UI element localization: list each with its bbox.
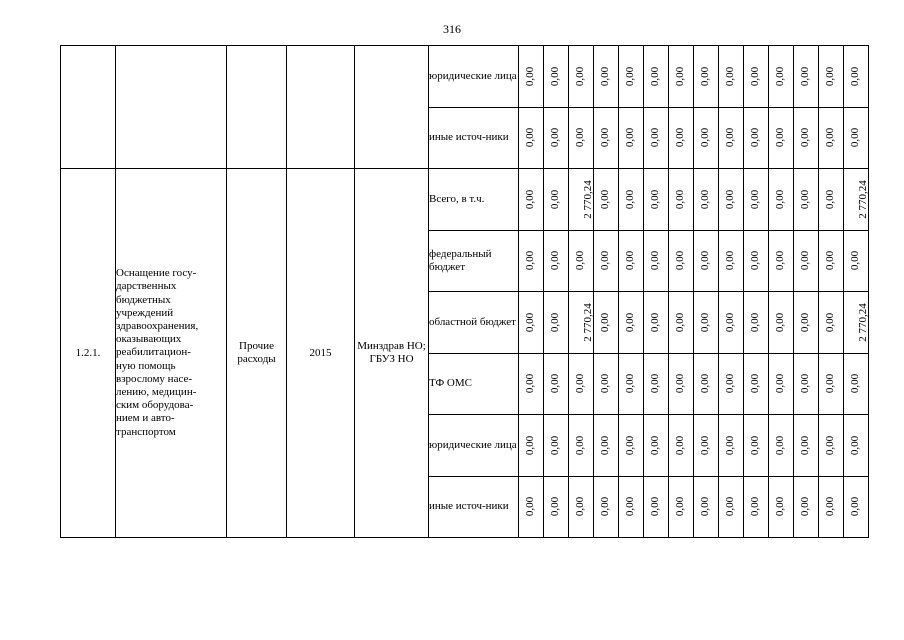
value-text: 0,00 [799, 497, 812, 517]
value-text: 0,00 [674, 435, 687, 455]
value-cell [744, 230, 769, 292]
value-cell [744, 292, 769, 354]
value-cell [594, 107, 619, 169]
value-text: 0,00 [674, 312, 687, 332]
value-text: 0,00 [574, 66, 587, 86]
value-cell [544, 107, 569, 169]
value-cell [794, 415, 819, 477]
value-cell [519, 46, 544, 108]
value-text: 0,00 [724, 374, 737, 394]
item-name-cell [116, 169, 227, 538]
value-cell [844, 46, 869, 108]
value-cell [694, 46, 719, 108]
value-text: 0,00 [624, 189, 637, 209]
value-cell [844, 169, 869, 231]
value-cell [819, 415, 844, 477]
item-name-line: Оснащение госу- [116, 267, 197, 280]
value-cell [644, 230, 669, 292]
value-cell [669, 230, 694, 292]
table-row [61, 46, 869, 108]
value-cell [819, 169, 844, 231]
value-cell [694, 415, 719, 477]
value-text: 0,00 [599, 374, 612, 394]
value-text: 0,00 [824, 66, 837, 86]
value-cell [744, 353, 769, 415]
table-row [61, 169, 869, 231]
value-text: 0,00 [599, 189, 612, 209]
value-text: 0,00 [774, 251, 787, 271]
value-text: 0,00 [799, 66, 812, 86]
value-cell [794, 476, 819, 538]
value-cell [569, 169, 594, 231]
value-cell [594, 476, 619, 538]
value-text: 0,00 [699, 497, 712, 517]
value-text: 2 770,24 [581, 303, 594, 342]
value-cell [694, 476, 719, 538]
value-text: 0,00 [624, 435, 637, 455]
value-text: 0,00 [574, 374, 587, 394]
value-text: 0,00 [699, 66, 712, 86]
value-cell [769, 230, 794, 292]
value-cell [569, 107, 594, 169]
value-cell [769, 415, 794, 477]
value-cell [669, 169, 694, 231]
value-cell [819, 230, 844, 292]
value-cell [769, 46, 794, 108]
value-cell [844, 353, 869, 415]
value-text: 0,00 [674, 251, 687, 271]
value-text: 0,00 [724, 312, 737, 332]
value-cell [769, 107, 794, 169]
value-text: 0,00 [549, 251, 562, 271]
value-text: 0,00 [624, 312, 637, 332]
continued-executor-cell [355, 46, 429, 169]
item-name-line: лению, медицин- [116, 386, 197, 398]
value-cell [619, 230, 644, 292]
value-text: 0,00 [824, 312, 837, 332]
value-text: 0,00 [749, 435, 762, 455]
page-number: 316 [443, 22, 461, 36]
item-name-line: транспортом [116, 425, 176, 438]
value-cell [669, 415, 694, 477]
value-text: 0,00 [649, 189, 662, 209]
value-cell [794, 107, 819, 169]
value-cell [769, 292, 794, 354]
value-text: 0,00 [649, 435, 662, 455]
value-cell [694, 169, 719, 231]
value-text: 0,00 [749, 128, 762, 148]
value-text: 2 770,24 [856, 303, 869, 342]
value-cell [744, 415, 769, 477]
value-text: 0,00 [574, 128, 587, 148]
value-text: 0,00 [674, 189, 687, 209]
value-text: 0,00 [799, 374, 812, 394]
value-cell [619, 107, 644, 169]
value-cell [519, 292, 544, 354]
item-name-line: учреждений [116, 306, 174, 319]
value-text: 0,00 [674, 374, 687, 394]
value-cell [819, 292, 844, 354]
value-text: 0,00 [824, 189, 837, 209]
value-text: 0,00 [599, 497, 612, 517]
value-text: 0,00 [824, 435, 837, 455]
value-text: 0,00 [699, 435, 712, 455]
value-text: 0,00 [849, 374, 862, 394]
item-code-cell: 1.2.1. [61, 169, 116, 538]
value-cell [794, 353, 819, 415]
value-cell [794, 46, 819, 108]
value-text: 0,00 [599, 435, 612, 455]
value-cell [619, 292, 644, 354]
value-text: 0,00 [674, 128, 687, 148]
item-name-line: нием и авто- [116, 412, 175, 425]
value-cell [519, 476, 544, 538]
value-cell [569, 353, 594, 415]
funding-source-cell: иные источ-ники [429, 476, 519, 538]
value-cell [594, 415, 619, 477]
value-cell [544, 292, 569, 354]
value-cell [719, 46, 744, 108]
value-cell [719, 415, 744, 477]
value-cell [819, 476, 844, 538]
continued-code-cell [61, 46, 116, 169]
funding-source-cell: юридические лица [429, 46, 519, 108]
value-cell [594, 46, 619, 108]
value-text: 0,00 [674, 66, 687, 86]
continued-name-cell [116, 46, 227, 169]
funding-source-cell: областной бюджет [429, 292, 519, 354]
year-cell: 2015 [287, 169, 355, 538]
value-cell [619, 415, 644, 477]
value-text: 0,00 [774, 66, 787, 86]
value-text: 0,00 [524, 66, 537, 86]
funding-source-cell: иные источ-ники [429, 107, 519, 169]
value-cell [844, 476, 869, 538]
value-cell [744, 46, 769, 108]
value-cell [719, 476, 744, 538]
value-text: 0,00 [624, 374, 637, 394]
budget-table [60, 45, 869, 538]
value-text: 0,00 [724, 189, 737, 209]
value-text: 0,00 [574, 497, 587, 517]
value-cell [569, 230, 594, 292]
value-text: 0,00 [624, 497, 637, 517]
value-cell [794, 169, 819, 231]
value-cell [644, 415, 669, 477]
value-cell [819, 107, 844, 169]
value-cell [794, 292, 819, 354]
value-text: 0,00 [524, 312, 537, 332]
value-text: 0,00 [749, 497, 762, 517]
value-cell [519, 353, 544, 415]
value-text: 0,00 [524, 435, 537, 455]
value-cell [644, 46, 669, 108]
value-cell [719, 169, 744, 231]
value-text: 0,00 [774, 497, 787, 517]
value-text: 0,00 [724, 128, 737, 148]
value-cell [769, 169, 794, 231]
value-text: 0,00 [749, 189, 762, 209]
continued-expense-type-cell [227, 46, 287, 169]
value-text: 0,00 [524, 374, 537, 394]
value-text: 0,00 [724, 66, 737, 86]
value-text: 0,00 [649, 66, 662, 86]
funding-source-cell: ТФ ОМС [429, 353, 519, 415]
value-text: 0,00 [774, 374, 787, 394]
value-text: 0,00 [774, 189, 787, 209]
value-cell [844, 292, 869, 354]
value-text: 0,00 [799, 435, 812, 455]
value-text: 0,00 [649, 251, 662, 271]
value-cell [619, 476, 644, 538]
value-text: 0,00 [774, 435, 787, 455]
value-cell [694, 353, 719, 415]
item-name-line: бюджетных [116, 293, 171, 306]
value-text: 0,00 [549, 374, 562, 394]
value-text: 0,00 [849, 435, 862, 455]
value-text: 0,00 [699, 251, 712, 271]
value-text: 0,00 [599, 66, 612, 86]
value-text: 0,00 [549, 128, 562, 148]
value-text: 0,00 [724, 497, 737, 517]
value-cell [544, 169, 569, 231]
value-cell [544, 46, 569, 108]
value-cell [544, 230, 569, 292]
value-text: 0,00 [699, 128, 712, 148]
value-cell [719, 292, 744, 354]
value-cell [644, 107, 669, 169]
item-name-line: ским оборудова- [116, 399, 194, 412]
value-text: 0,00 [774, 312, 787, 332]
value-cell [519, 415, 544, 477]
value-text: 0,00 [799, 128, 812, 148]
value-text: 0,00 [549, 435, 562, 455]
funding-source-cell: федеральный бюджет [429, 230, 519, 292]
value-cell [744, 169, 769, 231]
value-text: 0,00 [849, 251, 862, 271]
value-text: 0,00 [649, 128, 662, 148]
value-text: 0,00 [774, 128, 787, 148]
item-name-line: оказывающих [116, 333, 182, 346]
value-cell [794, 230, 819, 292]
continued-year-cell [287, 46, 355, 169]
value-cell [594, 353, 619, 415]
value-cell [669, 292, 694, 354]
item-name-line: ную помощь [116, 359, 176, 372]
value-text: 0,00 [849, 66, 862, 86]
value-text: 0,00 [849, 128, 862, 148]
value-cell [669, 476, 694, 538]
value-cell [744, 476, 769, 538]
value-text: 0,00 [849, 497, 862, 517]
value-text: 0,00 [724, 251, 737, 271]
value-cell [569, 476, 594, 538]
value-cell [544, 476, 569, 538]
value-text: 0,00 [549, 497, 562, 517]
value-text: 0,00 [599, 312, 612, 332]
value-cell [519, 230, 544, 292]
value-cell [644, 476, 669, 538]
value-text: 0,00 [599, 251, 612, 271]
value-cell [644, 353, 669, 415]
value-cell [569, 46, 594, 108]
value-cell [519, 169, 544, 231]
value-text: 0,00 [749, 312, 762, 332]
value-cell [769, 476, 794, 538]
value-cell [844, 107, 869, 169]
value-text: 0,00 [824, 497, 837, 517]
value-text: 0,00 [524, 128, 537, 148]
item-name-line: дарственных [116, 280, 177, 293]
value-text: 0,00 [799, 312, 812, 332]
value-cell [594, 230, 619, 292]
executor-cell: Минздрав НО; ГБУЗ НО [355, 169, 429, 538]
value-cell [769, 353, 794, 415]
value-cell [619, 46, 644, 108]
value-text: 0,00 [549, 66, 562, 86]
value-text: 0,00 [699, 374, 712, 394]
funding-source-cell: юридические лица [429, 415, 519, 477]
value-text: 0,00 [699, 189, 712, 209]
value-cell [544, 353, 569, 415]
value-cell [819, 46, 844, 108]
value-cell [519, 107, 544, 169]
value-cell [719, 107, 744, 169]
value-cell [594, 292, 619, 354]
value-cell [694, 230, 719, 292]
value-cell [644, 292, 669, 354]
value-cell [619, 353, 644, 415]
value-text: 0,00 [624, 251, 637, 271]
value-text: 0,00 [549, 189, 562, 209]
value-cell [544, 415, 569, 477]
value-cell [669, 353, 694, 415]
value-text: 0,00 [649, 497, 662, 517]
value-cell [669, 46, 694, 108]
value-cell [619, 169, 644, 231]
value-text: 0,00 [524, 189, 537, 209]
value-text: 0,00 [524, 251, 537, 271]
value-cell [569, 292, 594, 354]
value-cell [694, 292, 719, 354]
value-text: 2 770,24 [856, 180, 869, 219]
value-cell [819, 353, 844, 415]
value-cell [694, 107, 719, 169]
value-cell [744, 107, 769, 169]
value-text: 0,00 [599, 128, 612, 148]
value-cell [719, 353, 744, 415]
value-text: 0,00 [674, 497, 687, 517]
value-text: 0,00 [524, 497, 537, 517]
value-cell [644, 169, 669, 231]
item-name-line: реабилитацион- [116, 346, 191, 359]
value-text: 0,00 [649, 312, 662, 332]
value-text: 0,00 [799, 189, 812, 209]
value-text: 0,00 [649, 374, 662, 394]
value-text: 0,00 [749, 251, 762, 271]
value-cell [569, 415, 594, 477]
value-cell [719, 230, 744, 292]
value-cell [844, 230, 869, 292]
value-text: 0,00 [824, 374, 837, 394]
value-text: 0,00 [699, 312, 712, 332]
value-cell [669, 107, 694, 169]
expense-type-cell: Прочие расходы [227, 169, 287, 538]
value-text: 0,00 [624, 128, 637, 148]
value-text: 0,00 [749, 374, 762, 394]
value-text: 0,00 [799, 251, 812, 271]
value-text: 0,00 [574, 435, 587, 455]
value-cell [594, 169, 619, 231]
value-text: 2 770,24 [581, 180, 594, 219]
value-text: 0,00 [624, 66, 637, 86]
value-text: 0,00 [574, 251, 587, 271]
item-name-line: здравоохранения, [116, 319, 199, 332]
value-text: 0,00 [549, 312, 562, 332]
value-text: 0,00 [749, 66, 762, 86]
item-name-line: взрослому насе- [116, 372, 193, 385]
value-text: 0,00 [824, 128, 837, 148]
value-text: 0,00 [724, 435, 737, 455]
funding-source-cell: Всего, в т.ч. [429, 169, 519, 231]
value-cell [844, 415, 869, 477]
value-text: 0,00 [824, 251, 837, 271]
